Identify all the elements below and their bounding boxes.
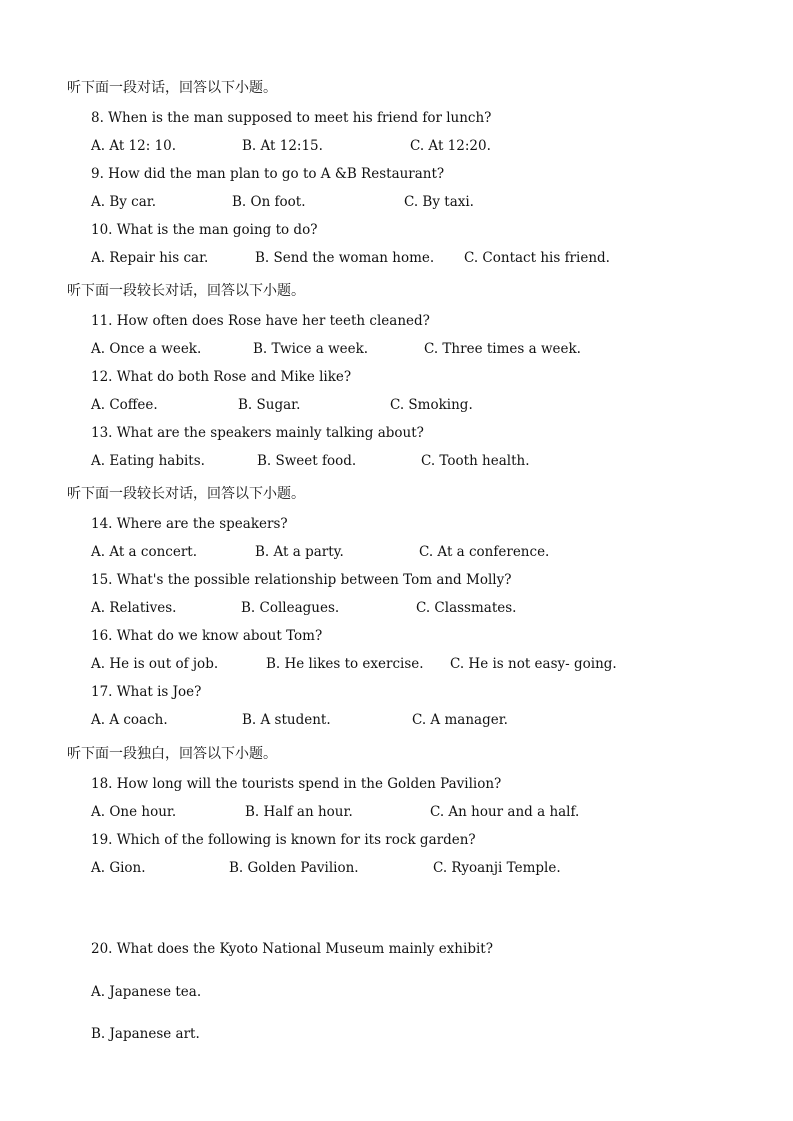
option-a: A. At a concert. xyxy=(91,544,198,560)
question-12: 12. What do both Rose and Mike like? xyxy=(91,369,352,385)
question-16: 16. What do we know about Tom? xyxy=(91,628,323,644)
option-a: A. Coffee. xyxy=(91,397,158,413)
option-c: C. At a conference. xyxy=(419,544,550,560)
question-17: 17. What is Joe? xyxy=(91,684,202,700)
question-13: 13. What are the speakers mainly talking about? xyxy=(91,425,424,441)
option-a: A. By car. xyxy=(91,194,157,210)
option-a: A. A coach. xyxy=(91,712,168,728)
option-c: C. Classmates. xyxy=(416,600,517,616)
option-b: B. Sweet food. xyxy=(257,453,357,469)
section-heading: 听下面一段较长对话，回答以下小题。 xyxy=(67,283,305,299)
option-b: B. Sugar. xyxy=(238,397,301,413)
option-a: A. He is out of job. xyxy=(91,656,219,672)
section-heading: 听下面一段独白，回答以下小题。 xyxy=(67,746,277,762)
option-c: C. An hour and a half. xyxy=(430,804,580,820)
option-b: B. A student. xyxy=(242,712,331,728)
question-19: 19. Which of the following is known for its rock garden? xyxy=(91,832,476,848)
section-heading: 听下面一段对话，回答以下小题。 xyxy=(67,80,277,96)
option-b: B. At a party. xyxy=(255,544,344,560)
option-c: C. Ryoanji Temple. xyxy=(433,860,561,876)
question-18: 18. How long will the tourists spend in the Golden Pavilion? xyxy=(91,776,502,792)
question-8: 8. When is the man supposed to meet his friend for lunch? xyxy=(91,110,492,126)
option-a: A. Relatives. xyxy=(91,600,177,616)
option-c: C. By taxi. xyxy=(404,194,474,210)
option-b: B. He likes to exercise. xyxy=(266,656,424,672)
question-10: 10. What is the man going to do? xyxy=(91,222,318,238)
option-c: C. At 12:20. xyxy=(410,138,491,154)
question-20: 20. What does the Kyoto National Museum mainly exhibit? xyxy=(91,941,493,957)
question-14: 14. Where are the speakers? xyxy=(91,516,288,532)
option-b: B. Send the woman home. xyxy=(255,250,435,266)
option-b: B. Half an hour. xyxy=(245,804,353,820)
option-b: B. Japanese art. xyxy=(91,1026,200,1042)
option-c: C. Tooth health. xyxy=(421,453,530,469)
option-c: C. Smoking. xyxy=(390,397,473,413)
option-c: C. Contact his friend. xyxy=(464,250,610,266)
option-b: B. At 12:15. xyxy=(242,138,323,154)
option-a: A. Gion. xyxy=(91,860,146,876)
option-b: B. On foot. xyxy=(232,194,306,210)
option-b: B. Twice a week. xyxy=(253,341,369,357)
question-11: 11. How often does Rose have her teeth cleaned? xyxy=(91,313,430,329)
option-b: B. Golden Pavilion. xyxy=(229,860,359,876)
question-15: 15. What's the possible relationship between Tom and Molly? xyxy=(91,572,512,588)
section-heading: 听下面一段较长对话，回答以下小题。 xyxy=(67,486,305,502)
question-9: 9. How did the man plan to go to A &B Restaurant? xyxy=(91,166,445,182)
option-a: A. Repair his car. xyxy=(91,250,209,266)
option-a: A. One hour. xyxy=(91,804,177,820)
option-c: C. He is not easy- going. xyxy=(450,656,617,672)
option-a: A. Once a week. xyxy=(91,341,202,357)
option-a: A. Eating habits. xyxy=(91,453,205,469)
option-a: A. At 12: 10. xyxy=(91,138,177,154)
option-a: A. Japanese tea. xyxy=(91,984,202,1000)
option-c: C. Three times a week. xyxy=(424,341,581,357)
option-b: B. Colleagues. xyxy=(241,600,340,616)
option-c: C. A manager. xyxy=(412,712,508,728)
